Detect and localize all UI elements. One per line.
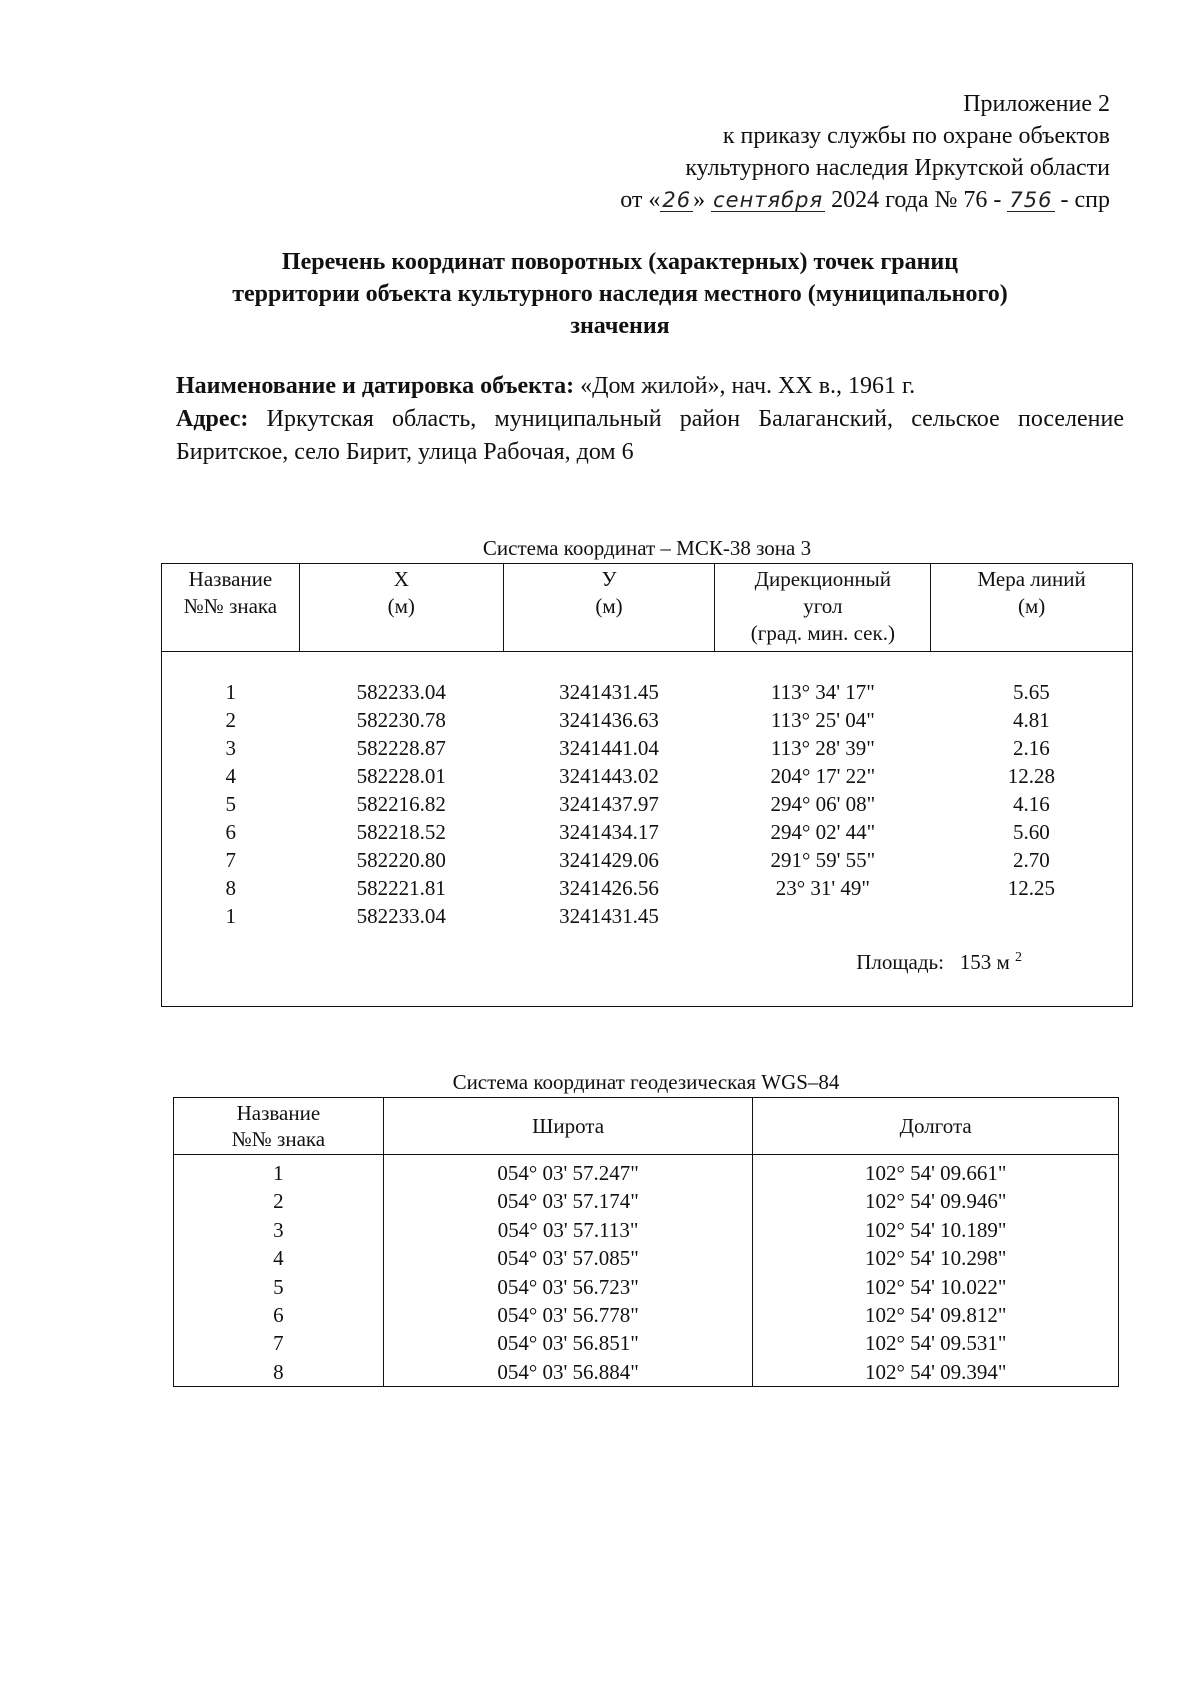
cell-angle: 294° 02' 44": [770, 820, 876, 844]
area-cell: [162, 930, 1133, 1007]
object-address-line: [176, 403, 1124, 469]
cell-y: 3241429.06: [559, 848, 659, 872]
cell-point: 4: [174, 1244, 384, 1272]
cell-point: 8: [174, 1358, 384, 1387]
cell-length: 4.16: [1013, 792, 1050, 816]
title-line-1: Перечень координат поворотных (характерных) точек границ: [281, 249, 959, 275]
cell-angle: [715, 902, 931, 930]
cell-point: 3: [225, 736, 236, 760]
header-direction-angle: Дирекционный угол (град. мин. сек.): [715, 564, 931, 652]
cell-point: 2: [225, 708, 236, 732]
cell-latitude: 054° 03' 56.851": [383, 1329, 753, 1357]
object-name-value: «Дом жилой», нач. XX в., 1961 г.: [574, 373, 916, 399]
cell-point: 1: [225, 904, 236, 928]
cell-longitude: 102° 54' 09.812": [753, 1301, 1119, 1329]
cell-x: 582228.01: [356, 764, 446, 788]
area-label: Площадь:: [856, 950, 944, 974]
title-line-3: значения: [570, 313, 670, 339]
table1-header-row: [162, 564, 1133, 652]
cell-point: 8: [225, 876, 236, 900]
header-line-length: Мера линий (м): [931, 564, 1133, 652]
table-row: [162, 902, 1133, 930]
cell-point: 7: [174, 1329, 384, 1357]
table-row: [162, 874, 1133, 902]
cell-y: 3241426.56: [559, 876, 659, 900]
cell-latitude: 054° 03' 57.247": [383, 1155, 753, 1188]
cell-length: 12.25: [1007, 876, 1055, 900]
appendix-line-1: Приложение 2: [963, 91, 1110, 117]
cell-x: 582233.04: [356, 680, 446, 704]
cell-point: 5: [225, 792, 236, 816]
area-value: 153 м: [959, 950, 1010, 974]
date-year: 2024 года № 76 -: [825, 187, 1008, 213]
cell-x: 582230.78: [356, 708, 446, 732]
cell-latitude: 054° 03' 57.085": [383, 1244, 753, 1272]
cell-x: 582228.87: [356, 736, 446, 760]
appendix-line-2: к приказу службы по охране объектов: [722, 123, 1110, 149]
cell-length: 5.65: [1013, 680, 1050, 704]
cell-latitude: 054° 03' 57.174": [383, 1187, 753, 1215]
document-title: [160, 246, 1080, 342]
cell-longitude: 102° 54' 09.661": [753, 1155, 1119, 1188]
object-name-line: [176, 370, 1124, 403]
cell-length: 12.28: [1007, 764, 1055, 788]
cell-length: 4.81: [1013, 708, 1050, 732]
cell-latitude: 054° 03' 56.884": [383, 1358, 753, 1387]
object-address-label: Адрес:: [176, 406, 249, 432]
cell-point: 1: [174, 1155, 384, 1188]
cell-y: 3241441.04: [559, 736, 659, 760]
date-mid: »: [693, 187, 712, 213]
cell-point: 5: [174, 1273, 384, 1301]
table-row: [162, 846, 1133, 874]
table-row: [174, 1216, 1119, 1244]
cell-point: 2: [174, 1187, 384, 1215]
cell-longitude: 102° 54' 10.298": [753, 1244, 1119, 1272]
table-row: [174, 1273, 1119, 1301]
cell-longitude: 102° 54' 09.394": [753, 1358, 1119, 1387]
table-row: [162, 734, 1133, 762]
table-row: [174, 1301, 1119, 1329]
table-row: [174, 1244, 1119, 1272]
object-info: [176, 370, 1124, 469]
wgs84-coordinates-table: [173, 1097, 1119, 1387]
cell-longitude: 102° 54' 09.946": [753, 1187, 1119, 1215]
table2-caption: Система координат геодезическая WGS–84: [452, 1070, 840, 1094]
cell-point: 1: [225, 680, 236, 704]
header-longitude: Долгота: [753, 1098, 1119, 1155]
msk-coordinates-table: [161, 563, 1133, 1007]
area-unit-power: 2: [1015, 950, 1022, 965]
cell-y: 3241434.17: [559, 820, 659, 844]
cell-angle: 291° 59' 55": [770, 848, 876, 872]
table-row: [162, 790, 1133, 818]
cell-angle: 294° 06' 08": [770, 792, 876, 816]
table-row: [174, 1329, 1119, 1357]
table-row: [162, 762, 1133, 790]
title-line-2: территории объекта культурного наследия местного (муниципального): [232, 281, 1008, 307]
cell-point: 3: [174, 1216, 384, 1244]
cell-angle: 113° 28' 39": [770, 736, 875, 760]
cell-y: 3241436.63: [559, 708, 659, 732]
table-row: [174, 1187, 1119, 1215]
order-date-line: [620, 184, 1110, 216]
appendix-header: [620, 88, 1110, 216]
cell-angle: 113° 34' 17": [770, 680, 875, 704]
order-suffix: - спр: [1054, 187, 1110, 213]
cell-point: 6: [225, 820, 236, 844]
cell-longitude: 102° 54' 10.022": [753, 1273, 1119, 1301]
table-row: [162, 818, 1133, 846]
date-prefix: от «: [620, 187, 661, 213]
cell-x: 582221.81: [356, 876, 446, 900]
header-y: У (м): [503, 564, 715, 652]
cell-y: 3241437.97: [559, 792, 659, 816]
cell-latitude: 054° 03' 56.778": [383, 1301, 753, 1329]
cell-x: 582233.04: [356, 904, 446, 928]
area-row: [162, 930, 1133, 1007]
cell-y: 3241431.45: [559, 680, 659, 704]
table-row: [162, 678, 1133, 706]
table-row: [162, 706, 1133, 734]
cell-latitude: 054° 03' 57.113": [383, 1216, 753, 1244]
cell-angle: 204° 17' 22": [770, 764, 876, 788]
cell-y: 3241443.02: [559, 764, 659, 788]
cell-y: 3241431.45: [559, 904, 659, 928]
cell-x: 582218.52: [356, 820, 446, 844]
object-name-label: Наименование и датировка объекта:: [176, 373, 575, 399]
header-point-name: Название №№ знака: [162, 564, 300, 652]
appendix-line-3: культурного наследия Иркутской области: [685, 155, 1110, 181]
table-row: [174, 1155, 1119, 1188]
cell-length: 2.70: [1013, 848, 1050, 872]
cell-longitude: 102° 54' 09.531": [753, 1329, 1119, 1357]
cell-point: 7: [225, 848, 236, 872]
handwritten-month: сентября: [713, 188, 824, 212]
cell-point: 4: [225, 764, 236, 788]
cell-latitude: 054° 03' 56.723": [383, 1273, 753, 1301]
cell-angle: 113° 25' 04": [770, 708, 875, 732]
header-point-name: Название №№ знака: [174, 1098, 384, 1155]
object-address-value: Иркутская область, муниципальный район Балаганский, сельское поселение Биритское, село Бирит, улица Рабочая, дом 6: [176, 406, 1124, 465]
handwritten-number: 756: [1009, 188, 1053, 212]
cell-length: 2.16: [1013, 736, 1050, 760]
cell-x: 582216.82: [356, 792, 446, 816]
cell-length: [931, 902, 1133, 930]
handwritten-day: 26: [662, 188, 692, 212]
cell-x: 582220.80: [356, 848, 446, 872]
table2-header-row: [174, 1098, 1119, 1155]
cell-point: 6: [174, 1301, 384, 1329]
header-x: X (м): [299, 564, 503, 652]
cell-angle: 23° 31' 49": [775, 876, 870, 900]
header-latitude: Широта: [383, 1098, 753, 1155]
table1-caption: Система координат – МСК-38 зона 3: [482, 536, 812, 560]
cell-longitude: 102° 54' 10.189": [753, 1216, 1119, 1244]
cell-length: 5.60: [1013, 820, 1050, 844]
table-row: [174, 1358, 1119, 1387]
